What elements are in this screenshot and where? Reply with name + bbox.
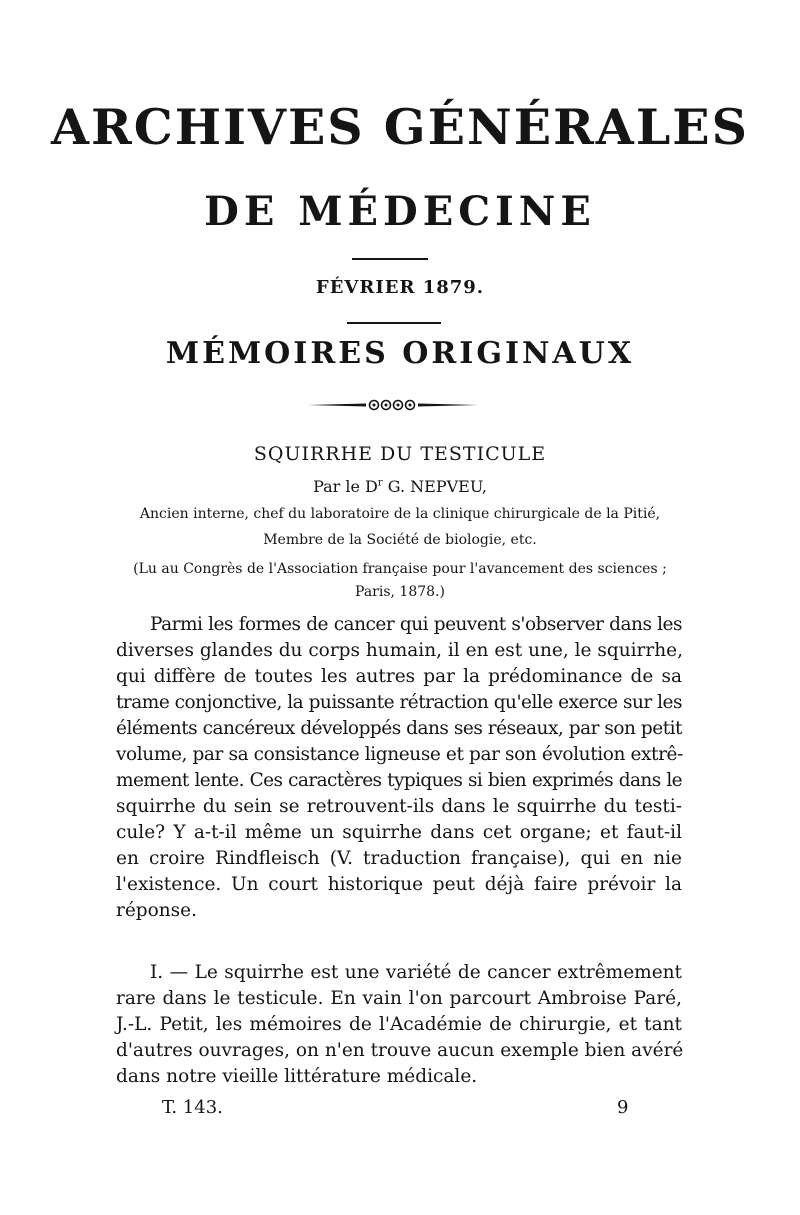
paragraph-line: trame conjonctive, la puissante rétraction qu'elle exerce sur les xyxy=(116,692,683,713)
paragraph-line: l'existence. Un court historique peut déjà faire prévoir la xyxy=(116,874,682,895)
journal-subtitle: DE MÉDECINE xyxy=(204,188,596,235)
paragraph-line: d'autres ouvrages, on n'en trouve aucun exemple bien avéré xyxy=(116,1040,684,1061)
paragraph-line: diverses glandes du corps humain, il en est une, le squirrhe, xyxy=(116,640,683,661)
page-number: 9 xyxy=(617,1097,629,1118)
paragraph-line: éléments cancéreux développés dans ses réseaux, par son petit xyxy=(116,718,682,739)
presentation-note: Paris, 1878.) xyxy=(355,584,445,600)
divider-rule xyxy=(347,322,441,324)
paragraph-line: Parmi les formes de cancer qui peuvent s'observer dans les xyxy=(150,614,682,635)
byline-author: G. NEPVEU, xyxy=(382,477,487,496)
ornament-divider-icon xyxy=(308,398,478,412)
divider-rule xyxy=(352,258,428,260)
paragraph-line: réponse. xyxy=(116,900,198,921)
journal-title: ARCHIVES GÉNÉRALES xyxy=(50,98,750,156)
paragraph-line: qui diffère de toutes les autres par la prédominance de sa xyxy=(116,666,682,687)
byline-superscript: r xyxy=(377,477,383,489)
byline xyxy=(0,477,800,496)
article-title: SQUIRRHE DU TESTICULE xyxy=(253,443,547,465)
paragraph-line: J.-L. Petit, les mémoires de l'Académie de chirurgie, et tant xyxy=(116,1014,682,1035)
paragraph-line: I. — Le squirrhe est une variété de cancer extrêmement xyxy=(150,962,682,983)
author-credit: Membre de la Société de biologie, etc. xyxy=(263,532,537,548)
presentation-note: (Lu au Congrès de l'Association française pour l'avancement des sciences ; xyxy=(133,561,667,577)
paragraph-line: en croire Rindfleisch (V. traduction française), qui en nie xyxy=(116,848,682,869)
paragraph-line: dans notre vieille littérature médicale. xyxy=(116,1066,478,1087)
paragraph-line: mement lente. Ces caractères typiques si bien exprimés dans le xyxy=(116,770,682,791)
paragraph-line: cule? Y a-t-il même un squirrhe dans cet organe; et faut-il xyxy=(116,822,682,843)
author-credit: Ancien interne, chef du laboratoire de la clinique chirurgicale de la Pitié, xyxy=(139,506,661,522)
volume-number: T. 143. xyxy=(162,1097,223,1118)
issue-date: FÉVRIER 1879. xyxy=(315,277,485,298)
paragraph-line: squirrhe du sein se retrouvent-ils dans le squirrhe du testi- xyxy=(116,796,682,817)
section-title: MÉMOIRES ORIGINAUX xyxy=(165,336,635,371)
paragraph-line: volume, par sa consistance ligneuse et par son évolution extrê- xyxy=(116,744,683,765)
paragraph-line: rare dans le testicule. En vain l'on parcourt Ambroise Paré, xyxy=(116,988,682,1009)
byline-prefix: Par le D xyxy=(313,477,378,496)
